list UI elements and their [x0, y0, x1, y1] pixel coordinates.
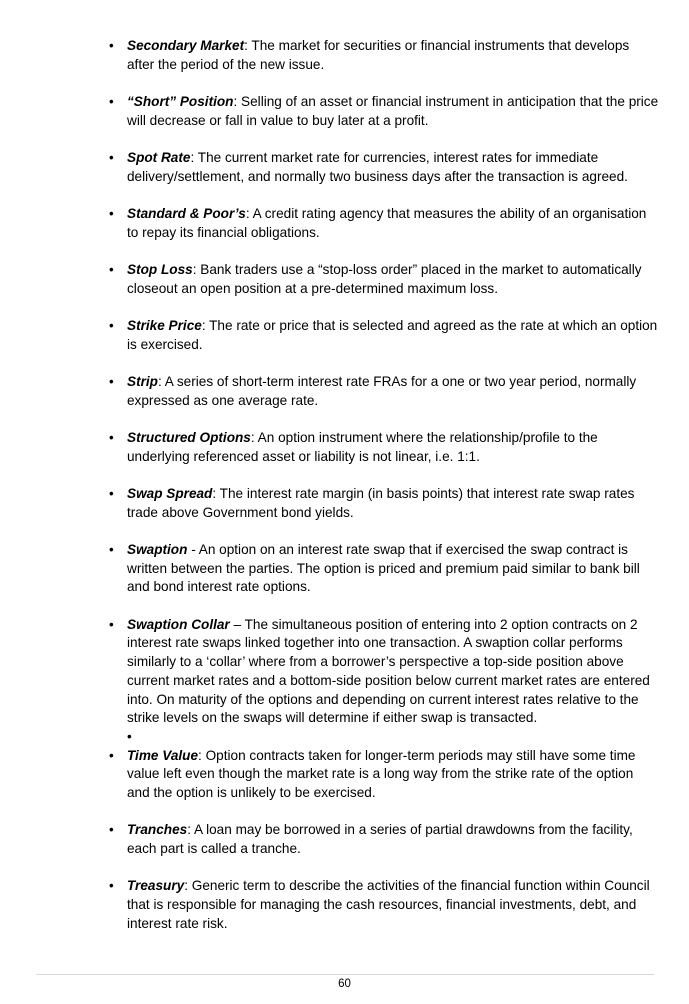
glossary-entry-short-position [109, 93, 659, 130]
bullet: • [109, 318, 114, 333]
page-number: 60 [338, 978, 351, 990]
glossary-definition: An option instrument where the relationship/profile to the underlying referenced asset or liability is not linear, i.e. 1:1. [127, 430, 598, 464]
bullet: • [109, 486, 114, 501]
glossary-term: “Short” Position [127, 94, 234, 109]
glossary-entry-tranches [109, 821, 659, 858]
glossary-entry-secondary-market [109, 37, 659, 74]
glossary-term: Time Value [127, 747, 199, 763]
bullet: • [109, 747, 114, 763]
glossary-entry-swap-spread [109, 485, 659, 522]
glossary-entry-treasury [109, 877, 659, 933]
glossary-definition: A series of short-term interest rate FRAs for a one or two year period, normally expressed as one average rate. [127, 374, 637, 408]
glossary-definition: The market for securities or financial instruments that develops after the period of the new issue. [127, 38, 630, 72]
glossary-entry-strip [109, 373, 659, 410]
bullet: • [109, 38, 114, 53]
glossary-entry-swaption-collar [109, 616, 659, 728]
term-separator: : [212, 486, 217, 501]
bullet: • [109, 616, 114, 632]
term-separator: : [245, 206, 250, 221]
glossary-definition: The rate or price that is selected and agreed as the rate at which an option is exercised. [127, 318, 658, 352]
glossary-definition: Bank traders use a “stop-loss order” placed in the market to automatically closeout an open position at a pre-determined maximum loss. [127, 262, 642, 296]
term-separator: : [187, 822, 191, 838]
glossary-entry-time-value [109, 747, 659, 803]
footer-divider [36, 974, 654, 975]
glossary-entry-structured-options [109, 429, 659, 466]
glossary-term: Structured Options [127, 430, 251, 445]
glossary-term: Swap Spread [127, 486, 213, 501]
bullet: • [109, 150, 114, 165]
bullet: • [109, 542, 114, 557]
glossary-entry-standard-and-poors [109, 205, 659, 242]
bullet: • [109, 94, 114, 109]
glossary-entry-stop-loss [109, 261, 659, 298]
term-separator: : [233, 94, 238, 109]
bullet: • [109, 206, 114, 221]
bullet: • [109, 262, 114, 277]
glossary-definition: – The simultaneous position of entering into 2 option contracts on 2 interest rate swaps linked together into one transaction. A swaption collar performs similarly to a ‘collar’ where from a borrower’s perspective a top-side position above current market rates and a bottom-side position below current market rates are entered into. On maturity of the options and depending on current interest rates relative to the strike levels on the swaps will determine if either swap is transacted. [127, 616, 650, 726]
term-separator: : [198, 747, 202, 763]
glossary-definition: A credit rating agency that measures the ability of an organisation to repay its financial obligations. [127, 206, 647, 240]
glossary-definition: Option contracts taken for longer-term periods may still have some time value left even though the market rate is a long way from the strike rate of the option and the option is unlikely to be exercised. [127, 747, 636, 801]
bullet: • [127, 728, 132, 744]
glossary-list [109, 37, 659, 952]
glossary-term: Standard & Poor’s [127, 206, 246, 221]
glossary-term: Swaption Collar [127, 616, 230, 632]
glossary-term: Strike Price [127, 318, 202, 333]
bullet: • [109, 878, 114, 894]
glossary-definition: - An option on an interest rate swap that if exercised the swap contract is written between the parties. The option is priced and premium paid similar to bank bill and bond interest rate options. [127, 542, 640, 595]
glossary-term: Strip [127, 374, 158, 389]
glossary-term: Secondary Market [127, 38, 245, 53]
bullet: • [109, 430, 114, 445]
glossary-term: Treasury [127, 878, 185, 894]
glossary-entry-strike-price [109, 317, 659, 354]
glossary-definition: A loan may be borrowed in a series of partial drawdowns from the facility, each part is called a tranche. [127, 822, 633, 857]
empty-bullet [109, 728, 659, 747]
term-separator: : [244, 38, 248, 53]
glossary-definition: Selling of an asset or financial instrument in anticipation that the price will decrease or fall in value to buy later at a profit. [127, 94, 659, 128]
glossary-entry-swaption [109, 541, 659, 597]
term-separator: : [190, 150, 195, 165]
glossary-definition: Generic term to describe the activities of the financial function within Council that is responsible for managing the cash resources, financial investments, debt, and interest rate risk. [127, 878, 650, 931]
term-separator: : [201, 318, 206, 333]
glossary-definition: The interest rate margin (in basis points) that interest rate swap rates trade above Government bond yields. [127, 486, 635, 520]
bullet: • [109, 374, 114, 389]
bullet: • [109, 822, 114, 838]
glossary-term: Swaption [127, 542, 188, 557]
term-separator: : [250, 430, 255, 445]
term-separator: : [157, 374, 162, 389]
glossary-term: Spot Rate [127, 150, 191, 165]
term-separator: : [184, 878, 188, 894]
glossary-term: Stop Loss [127, 262, 193, 277]
glossary-term: Tranches [127, 822, 188, 838]
glossary-definition: The current market rate for currencies, interest rates for immediate delivery/settlement, and normally two business days after the transaction is agreed. [127, 150, 628, 184]
glossary-entry-spot-rate [109, 149, 659, 186]
term-separator: : [192, 262, 197, 277]
